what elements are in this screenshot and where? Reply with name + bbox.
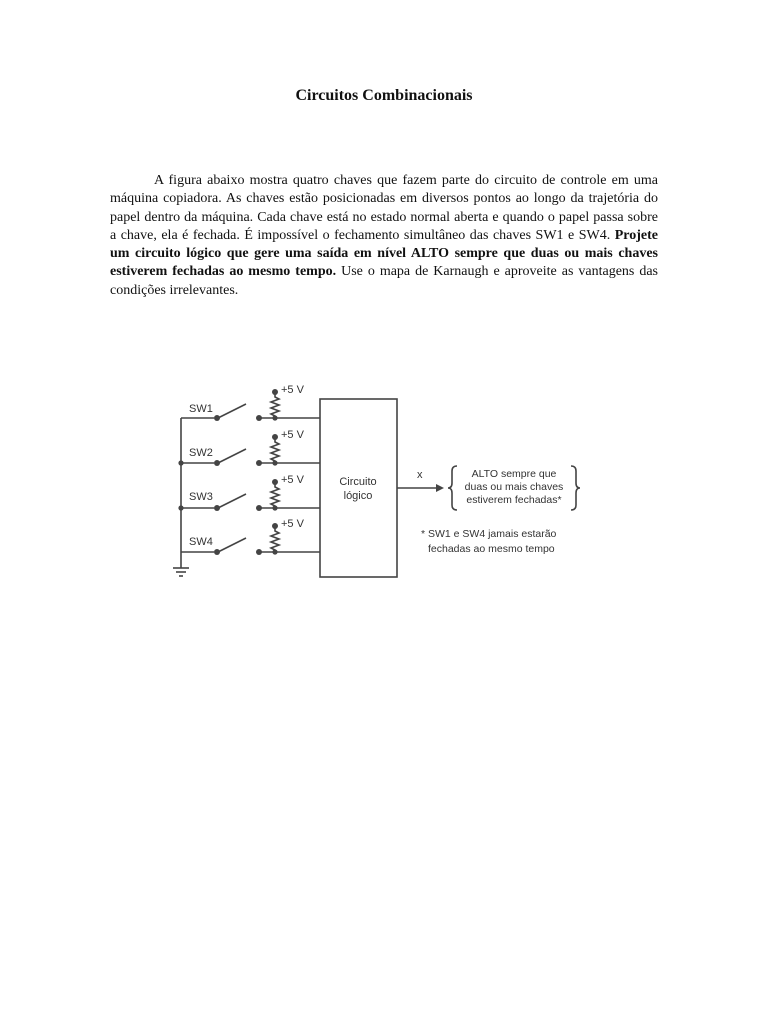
brace-text-line3: estiverem fechadas* bbox=[466, 494, 562, 506]
switch-label-1: SW1 bbox=[189, 403, 213, 415]
paragraph-text-1: A figura abaixo mostra quatro chaves que fazem parte do circuito de controle em uma máquina copiadora. As chaves estão posicionadas em diversos pontos ao longo da trajetória do papel dentro da máquina. Cada chave está no estado normal aberta e quando o papel passa sobre a chave, ela é fechada. É impossível o fechamento simultâneo das chaves SW1 e SW4. bbox=[110, 173, 658, 243]
switch-label-2: SW2 bbox=[189, 447, 213, 459]
supply-label-4: +5 V bbox=[281, 518, 304, 530]
footnote-line2: fechadas ao mesmo tempo bbox=[428, 543, 555, 555]
brace-text-line2: duas ou mais chaves bbox=[464, 481, 564, 493]
logic-block-label-line1: Circuito bbox=[339, 476, 377, 488]
switch-label-4: SW4 bbox=[189, 536, 213, 548]
supply-label-3: +5 V bbox=[281, 474, 304, 486]
supply-label-2: +5 V bbox=[281, 429, 304, 441]
paragraph-bold-text: Projete um circuito lógico que gere uma saída em nível ALTO sempre que duas ou mais chaves estiverem fechadas ao mesmo tempo. bbox=[110, 227, 658, 280]
circuit-nodes bbox=[178, 389, 444, 555]
output-arrowhead bbox=[436, 484, 444, 492]
page-title: Circuitos Combinacionais bbox=[295, 87, 473, 104]
logic-block-label-line2: lógico bbox=[343, 490, 373, 502]
supply-label-1: +5 V bbox=[281, 384, 304, 396]
output-label: x bbox=[417, 469, 423, 481]
footnote-line1: * SW1 e SW4 jamais estarão bbox=[421, 528, 557, 540]
brace-text-line1: ALTO sempre que bbox=[471, 468, 557, 480]
switch-label-3: SW3 bbox=[189, 491, 213, 503]
paragraph-text-2: Use o mapa de Karnaugh e aproveite as vantagens das condições irrelevantes. bbox=[110, 264, 659, 298]
